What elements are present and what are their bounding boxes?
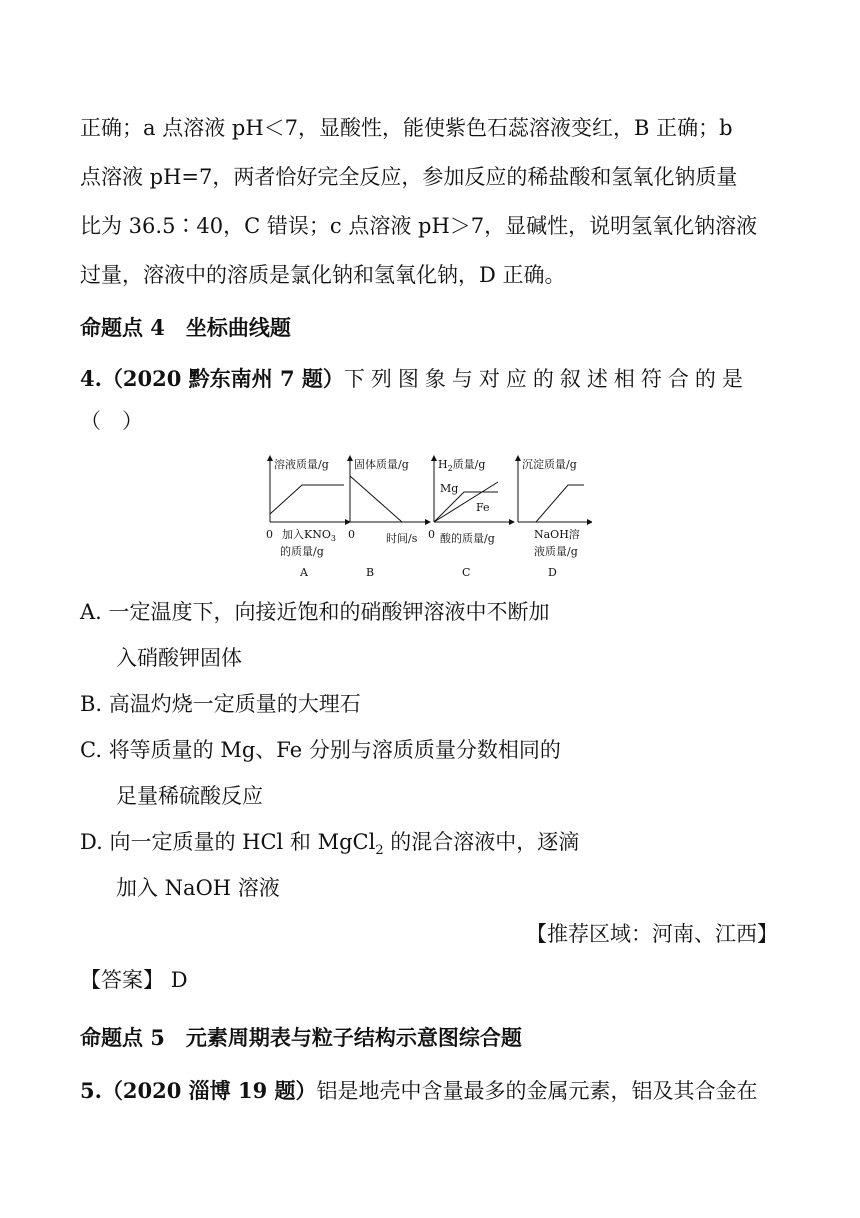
graph-c	[428, 457, 512, 579]
explanation-line-2: 点溶液 pH=7，两者恰好完全反应，参加反应的稀盐酸和氢氧化钠质量	[80, 165, 738, 189]
graph-c-ylabel: $H_2$质量/g	[438, 458, 486, 473]
graph-d-curve	[518, 485, 584, 522]
graph-d-ylabel: 沉淀质量/g	[522, 458, 577, 471]
answer-value: D	[170, 968, 188, 992]
graph-b-ylabel: 固体质量/g	[354, 458, 409, 471]
graph-c-label-fe: Fe	[476, 501, 490, 514]
graph-c-letter: C	[462, 566, 471, 579]
question-5-stem	[80, 1075, 758, 1105]
question-5-text: 铝是地壳中含量最多的金属元素，铝及其合金在	[316, 1079, 758, 1103]
graph-a-xlabel-1: 加入$KNO_3$	[282, 528, 336, 543]
graph-c-label-mg: Mg	[440, 482, 459, 495]
question-4-number: 4.（2020 黔东南州 7 题）	[80, 366, 344, 391]
option-c-line-1: C. 将等质量的 Mg、Fe 分别与溶质质量分数相同的	[80, 738, 561, 762]
question-4-graphs	[262, 452, 592, 582]
graph-a	[266, 457, 348, 579]
graph-d	[518, 457, 590, 579]
graph-b	[348, 457, 428, 579]
recommend-region: 【推荐区域：河南、江西】	[526, 922, 778, 946]
answer-line	[80, 964, 188, 994]
graph-a-origin: 0	[266, 528, 273, 541]
graph-a-letter: A	[300, 566, 308, 579]
graph-c-xlabel: 酸的质量/g	[440, 532, 495, 545]
graph-b-xlabel: 时间/s	[386, 532, 418, 545]
question-4-text: 下列图象与对应的叙述相符合的是	[343, 367, 749, 391]
question-4-blank: （ ）	[80, 409, 143, 433]
option-d-line-2: 加入 NaOH 溶液	[116, 876, 280, 900]
option-c-line-2: 足量稀硫酸反应	[116, 784, 263, 808]
graph-a-xlabel-2: 的质量/g	[280, 545, 324, 558]
option-d-line-1: D. 向一定质量的 HCl 和 MgCl$_2$ 的混合溶液中，逐滴	[80, 830, 580, 859]
graph-d-xlabel-2: 液质量/g	[534, 545, 578, 558]
answer-label: 【答案】	[80, 968, 164, 992]
graph-d-letter: D	[548, 566, 557, 579]
graph-b-curve	[350, 476, 402, 522]
explanation-line-3: 比为 36.5∶40，C 错误；c 点溶液 pH＞7，显碱性，说明氢氧化钠溶液	[80, 214, 758, 238]
explanation-line-1: 正确；a 点溶液 pH＜7，显酸性，能使紫色石蕊溶液变红，B 正确；b	[80, 116, 733, 140]
graph-b-origin: 0	[348, 528, 355, 541]
section-heading-5: 命题点 5 元素周期表与粒子结构示意图综合题	[80, 1025, 522, 1050]
option-a-line-1: A. 一定温度下，向接近饱和的硝酸钾溶液中不断加	[80, 600, 550, 624]
question-4-stem	[80, 363, 749, 393]
graph-d-xlabel-1: NaOH溶	[534, 528, 580, 541]
option-a-line-2: 入硝酸钾固体	[116, 646, 242, 670]
section-heading-4: 命题点 4 坐标曲线题	[80, 315, 291, 340]
graph-c-origin: 0	[428, 528, 435, 541]
option-b-line-1: B. 高温灼烧一定质量的大理石	[80, 692, 361, 716]
question-5-number: 5.（2020 淄博 19 题）	[80, 1078, 317, 1103]
explanation-line-4: 过量，溶液中的溶质是氯化钠和氢氧化钠，D 正确。	[80, 263, 566, 287]
graph-a-ylabel: 溶液质量/g	[274, 458, 329, 471]
graph-b-letter: B	[366, 566, 375, 579]
graph-a-curve	[270, 485, 344, 514]
